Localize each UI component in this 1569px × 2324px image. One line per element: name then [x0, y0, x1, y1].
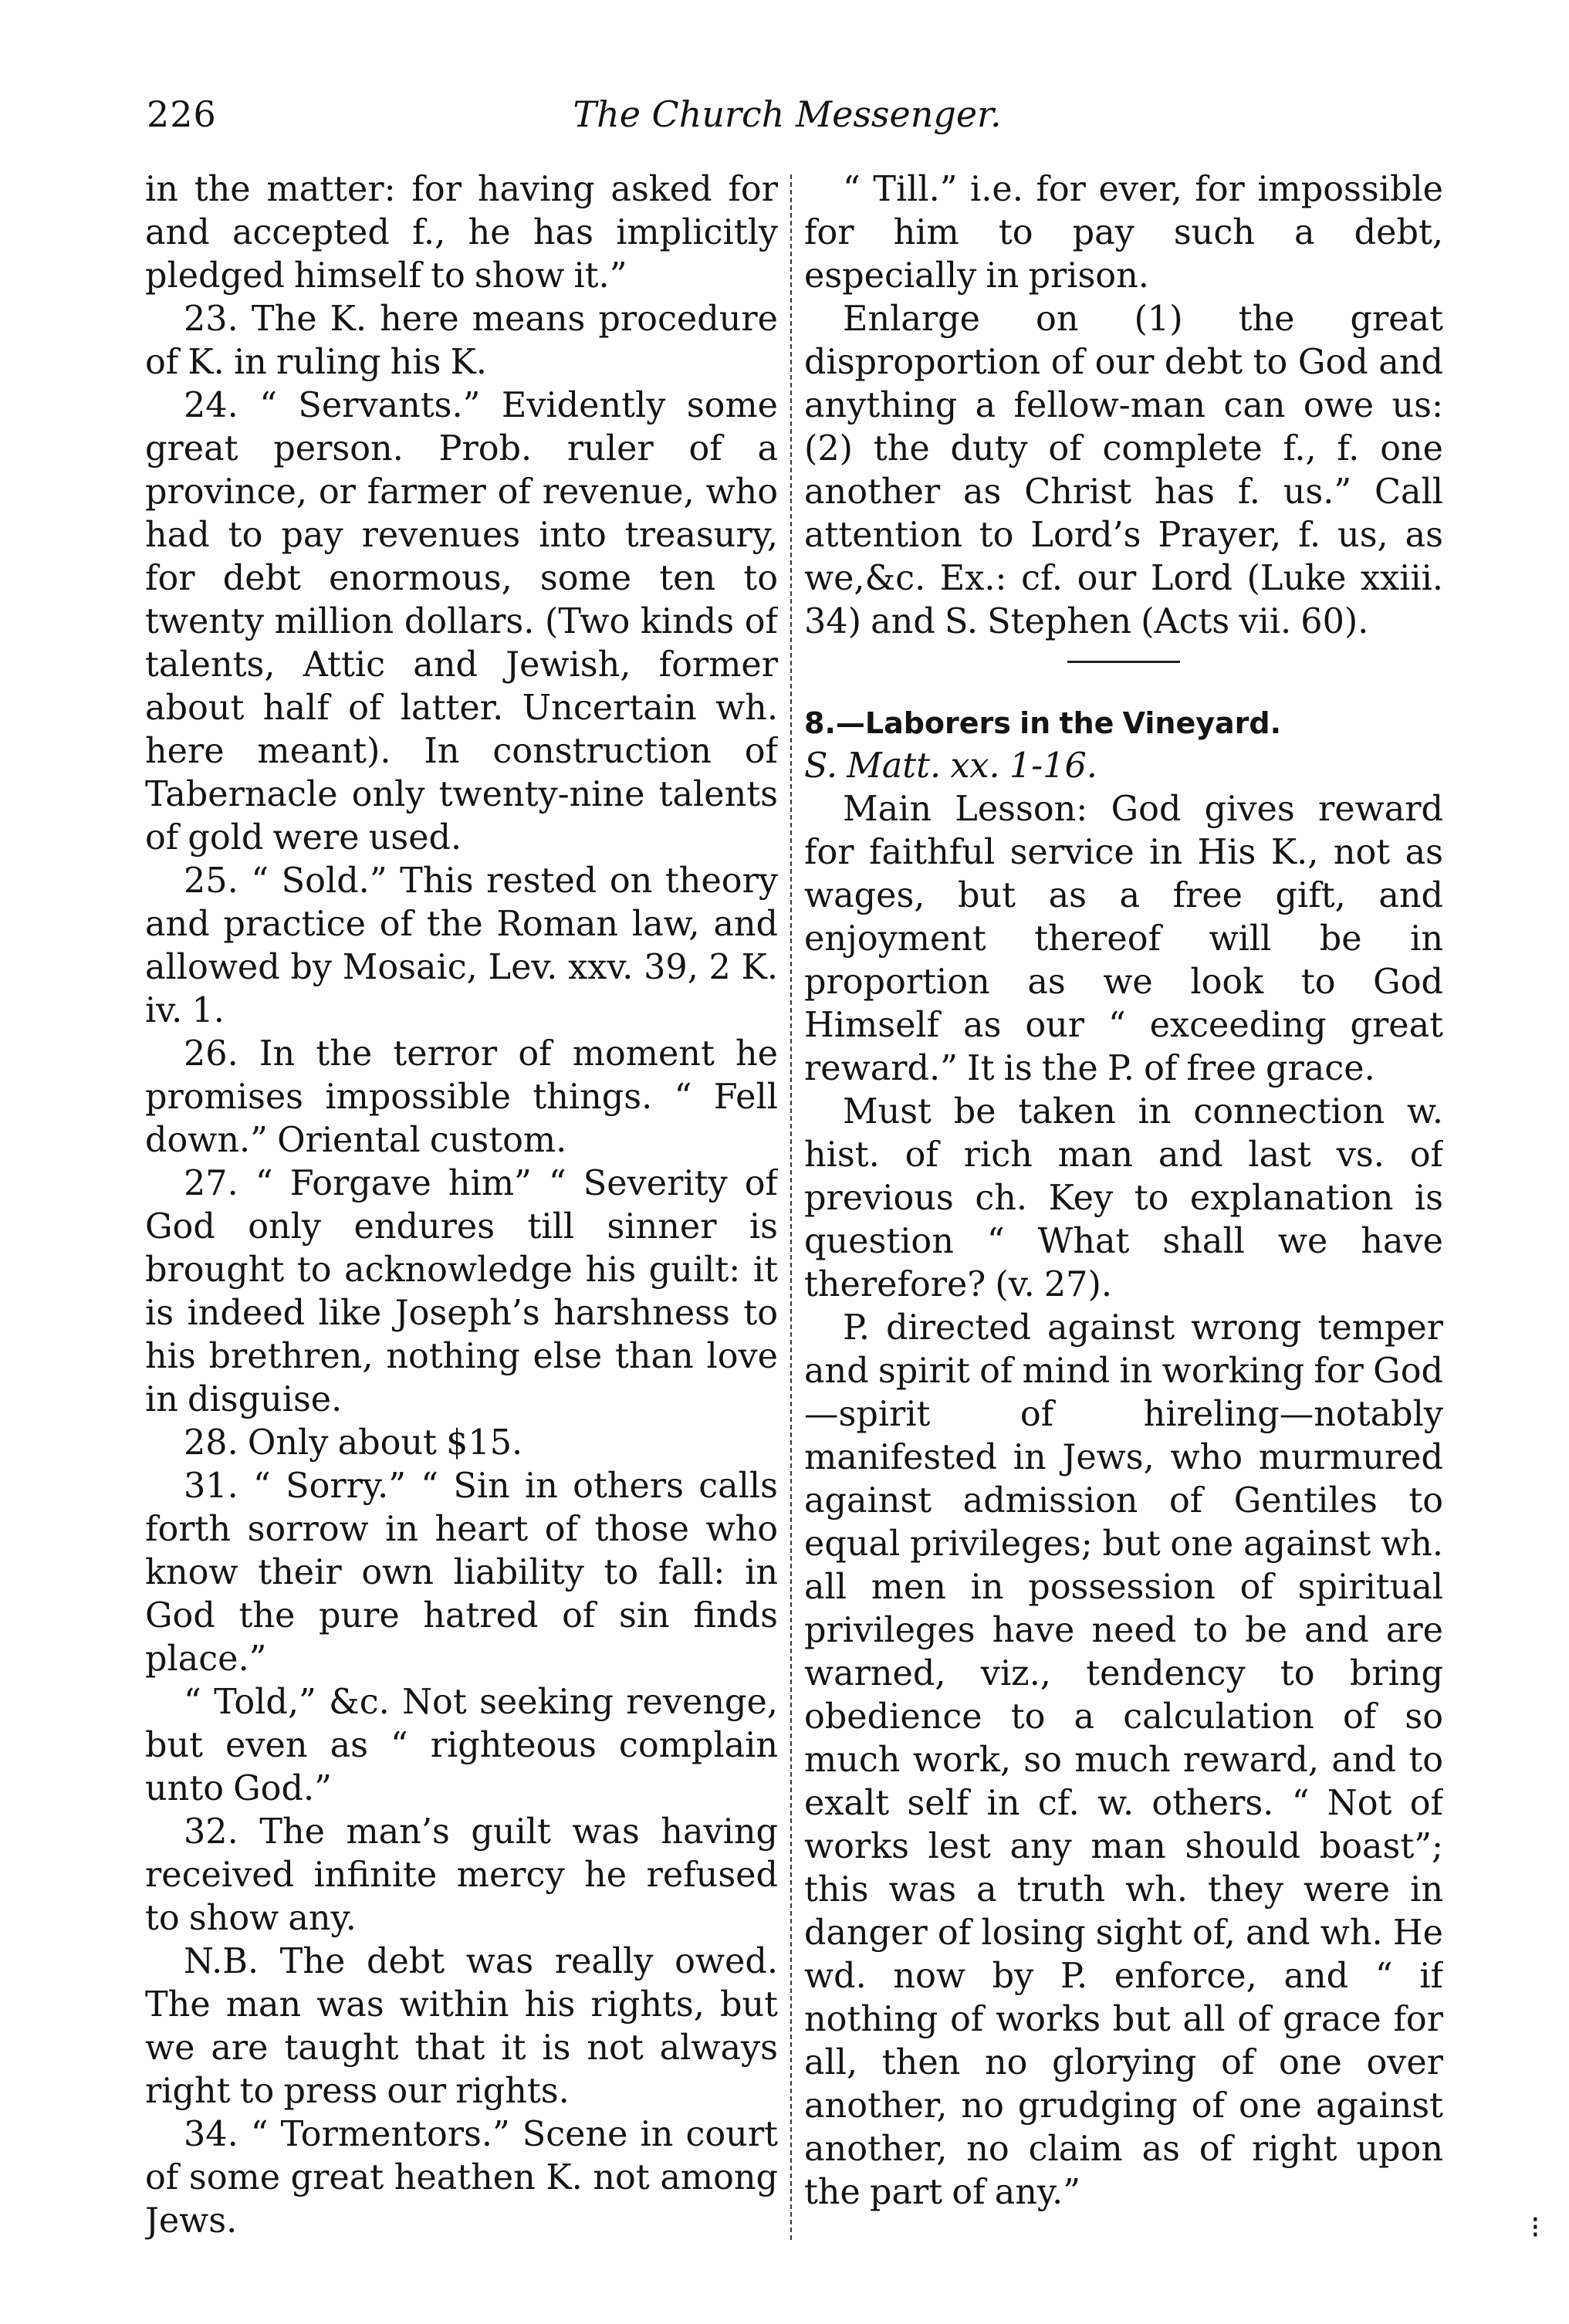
section-reference: S. Matt. xx. 1-16. — [804, 746, 1097, 786]
paragraph: 31. “ Sorry.” “ Sin in others calls forth sorrow in heart of those who know their own liability to fall: in God the pure hatred of sin finds place.” — [145, 1466, 778, 1679]
paragraph: N.B. The debt was really owed. The man was within his rights, but we are taught that it is not always right to press our rights. — [145, 1942, 778, 2111]
running-title: The Church Messenger. — [573, 93, 1002, 135]
paragraph: P. directed against wrong temper and spirit of mind in working for God—spirit of hireling—notably manifested in Jews, who murmured against admission of Gentiles to equal privileges; but one against wh. all men in possession of spiritual privileges have need to be and are warned, viz., tendency to bring obedience to a calculation of so much work, so much reward, and to exalt self in cf. w. others. “ Not of works lest any man should boast”; this was a truth wh. they were in danger of losing sight of, and wh. He wd. now by P. enforce, and “ if nothing of works but all of grace for all, then no glorying of one over another, no grudging of one against another, no claim as of right upon the part of any.” — [804, 1308, 1443, 2212]
paragraph: 34. “ Tormentors.” Scene in court of some great heathen K. not among Jews. — [145, 2115, 778, 2241]
right-column — [804, 168, 1443, 2268]
paragraph: 27. “ Forgave him” “ Severity of God only endures till sinner is brought to acknowledge his guilt: it is indeed like Joseph’s harshness to his brethren, nothing else than love in disguise. — [145, 1164, 778, 1419]
paragraph: 24. “ Servants.” Evidently some great person. Prob. ruler of a province, or farmer of revenue, who had to pay revenues into treasury, for debt enormous, some ten to twenty million dollars. (Two kinds of talents, Attic and Jewish, former about half of latter. Uncertain wh. here meant). In construction of Tabernacle only twenty-nine talents of gold were used. — [145, 386, 778, 858]
column-divider — [790, 174, 792, 2240]
paragraph: Must be taken in connection w. hist. of rich man and last vs. of previous ch. Key to explanation is question “ What shall we have therefore? (v. 27). — [804, 1092, 1443, 1304]
paragraph: “ Told,” &c. Not seeking revenge, but even as “ righteous complain unto God.” — [145, 1683, 778, 1808]
paragraph: in the matter: for having asked for and accepted f., he has implicitly pledged himself to show it.” — [145, 170, 778, 296]
paragraph: 32. The man’s guilt was having received infinite mercy he refused to show any. — [145, 1812, 778, 1938]
section-separator — [1067, 661, 1180, 663]
paragraph: 23. The K. here means procedure of K. in ruling his K. — [145, 299, 778, 382]
paragraph: 28. Only about $15. — [184, 1423, 523, 1463]
page-number: 226 — [147, 93, 217, 135]
paragraph: 25. “ Sold.” This rested on theory and practice of the Roman law, and allowed by Mosaic, Lev. xxv. 39, 2 K. iv. 1. — [145, 861, 778, 1030]
paragraph: Enlarge on (1) the great disproportion of our debt to God and anything a fellow-man can owe us: (2) the duty of complete f., f. one another as Christ has f. us.” Call attention to Lord’s Prayer, f. us, as we,&c. Ex.: cf. our Lord (Luke xxiii. 34) and S. Stephen (Acts vii. 60). — [804, 299, 1443, 641]
page-header — [147, 83, 1428, 145]
section-title: 8.—Laborers in the Vineyard. — [804, 706, 1282, 740]
paragraph: 26. In the terror of moment he promises impossible things. “ Fell down.” Oriental custom. — [145, 1034, 778, 1160]
paragraph: “ Till.” i.e. for ever, for impossible for him to pay such a debt, especially in prison. — [804, 170, 1443, 296]
left-column — [145, 168, 778, 2268]
margin-mark: ⁝ — [1530, 2210, 1540, 2245]
paragraph: Main Lesson: God gives reward for faithful service in His K., not as wages, but as a free gift, and enjoyment thereof will be in proportion as we look to God Himself as our “ exceeding great reward.” It is the P. of free grace. — [804, 790, 1443, 1088]
